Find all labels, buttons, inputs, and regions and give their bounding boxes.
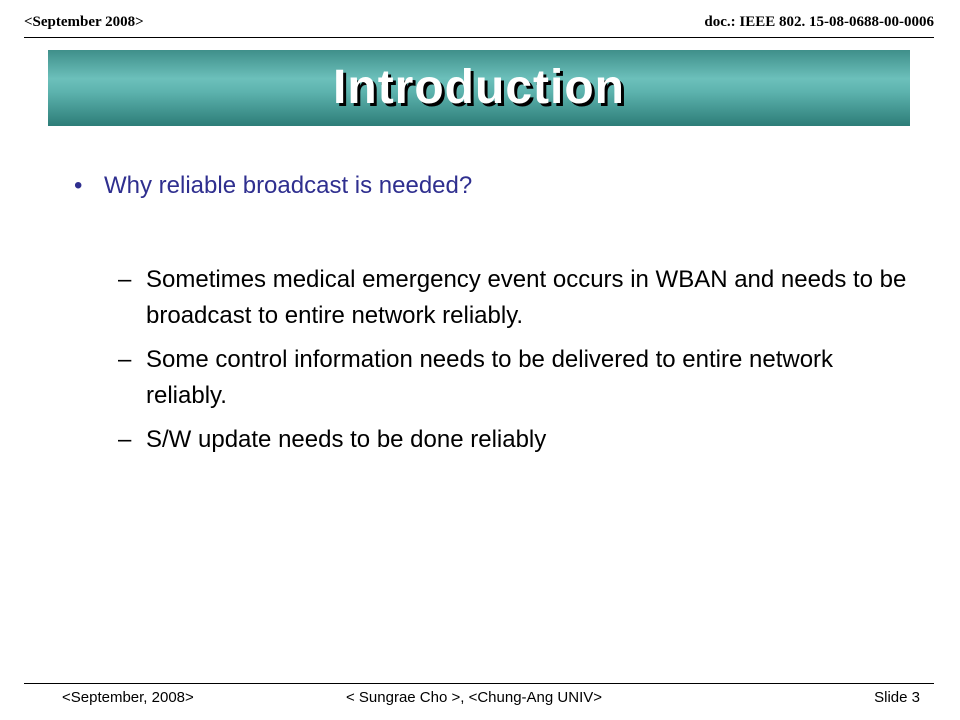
sub-bullet-item [118, 342, 908, 414]
dash-icon: – [118, 346, 132, 373]
main-bullet-text: Why reliable broadcast is needed? [104, 172, 473, 199]
bullet-icon: • [74, 172, 83, 199]
sub-bullet-text: S/W update needs to be done reliably [146, 426, 547, 453]
header-divider [24, 37, 934, 38]
sub-bullet-list [118, 262, 908, 466]
header-date: <September 2008> [24, 14, 144, 30]
footer-author: < Sungrae Cho >, <Chung-Ang UNIV> [346, 689, 602, 706]
footer-date: <September, 2008> [62, 689, 194, 706]
dash-icon: – [118, 426, 132, 453]
footer-divider [24, 683, 934, 684]
sub-bullet-item [118, 422, 908, 458]
slide-title: Introduction [333, 60, 625, 114]
sub-bullet-text: Sometimes medical emergency event occurs in WBAN and needs to be broadcast to entire network reliably. [146, 266, 907, 329]
dash-icon: – [118, 266, 132, 293]
sub-bullet-item [118, 262, 908, 334]
slide-number: Slide 3 [874, 689, 920, 706]
main-bullet [74, 172, 472, 200]
header-doc-id: doc.: IEEE 802. 15-08-0688-00-0006 [704, 14, 934, 30]
title-band [48, 50, 910, 126]
sub-bullet-text: Some control information needs to be delivered to entire network reliably. [146, 346, 834, 409]
